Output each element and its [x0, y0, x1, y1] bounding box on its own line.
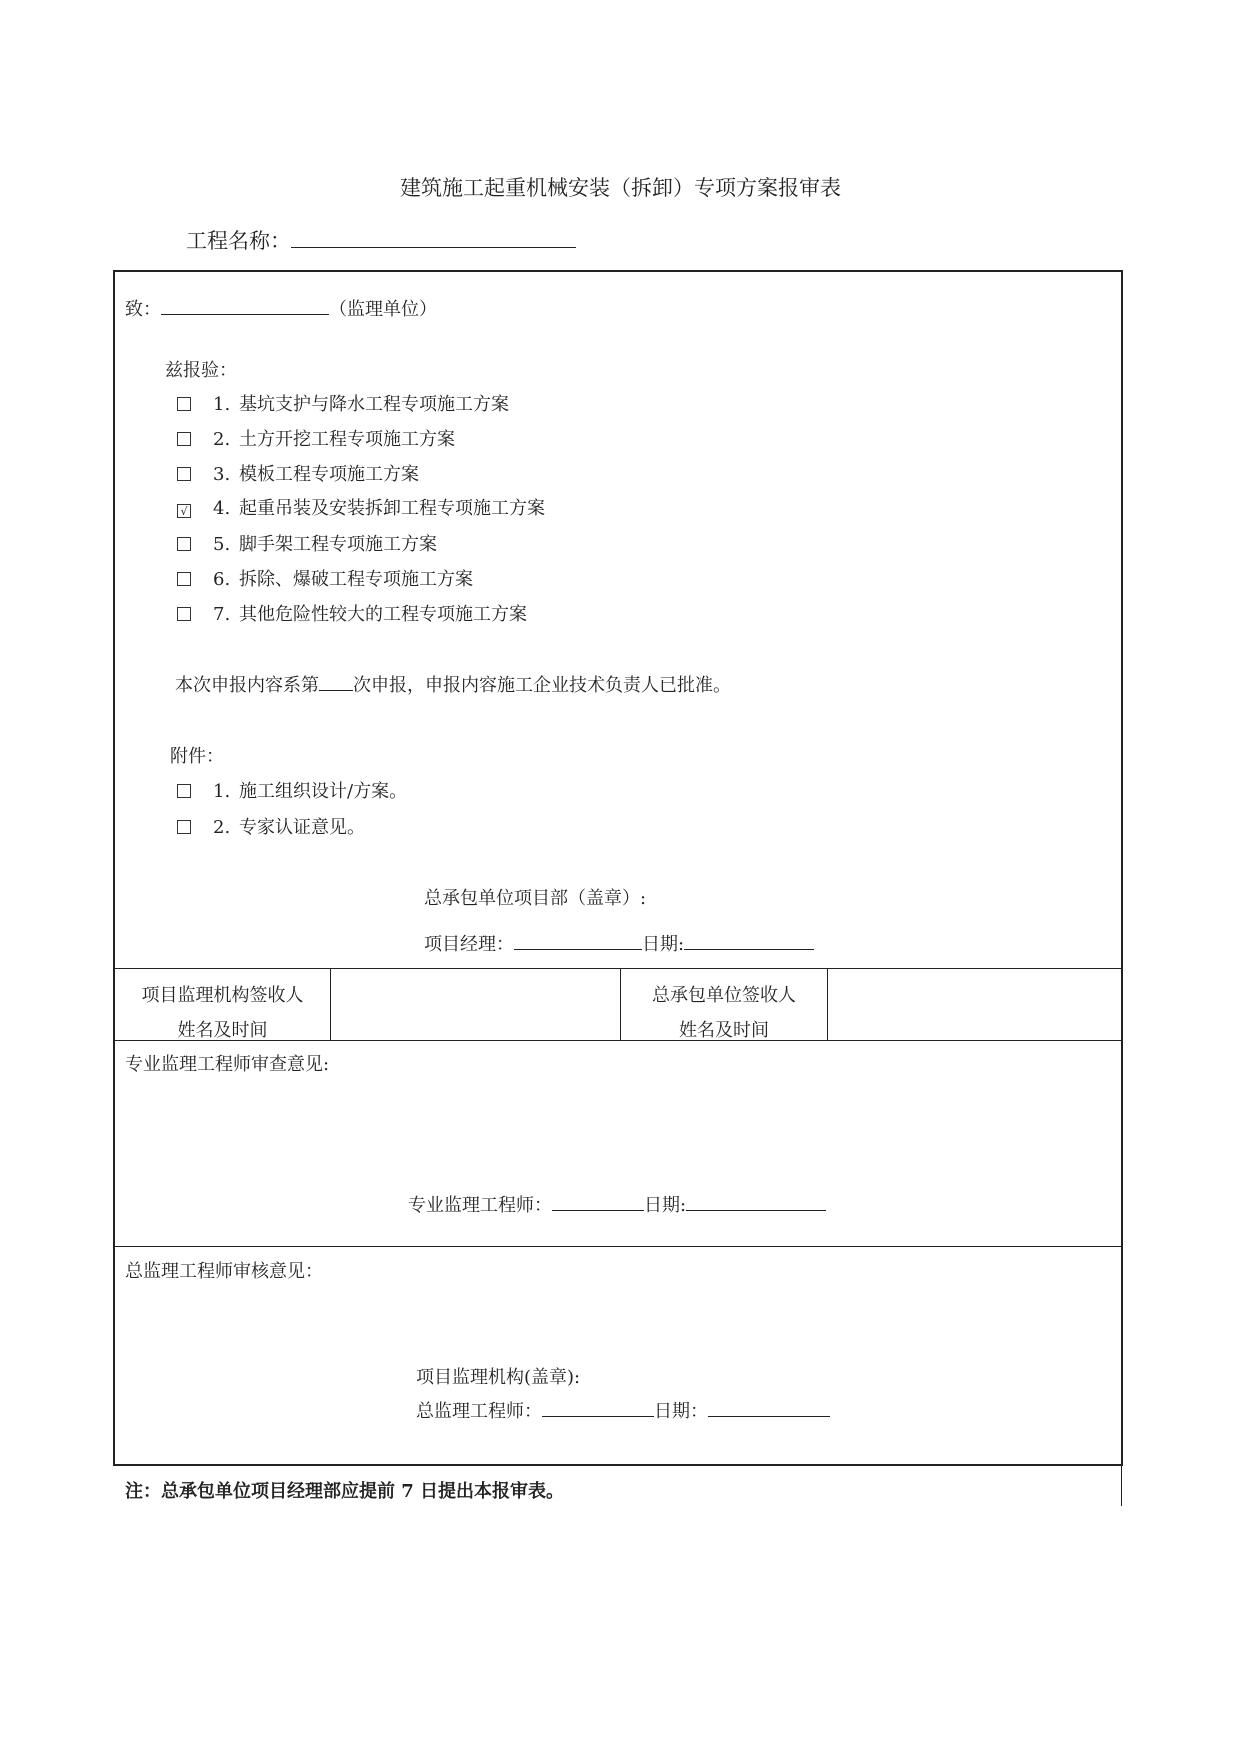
- specialist-date-field[interactable]: [686, 1193, 826, 1211]
- divider: [113, 1040, 1123, 1041]
- contractor-sign-label: [621, 978, 827, 1048]
- option-item: [177, 494, 545, 520]
- specialist-opinion-field[interactable]: [125, 1080, 1115, 1180]
- supervision-sign-label-line2: 姓名及时间: [177, 1020, 268, 1041]
- supervision-org-label: 项目监理机构(盖章):: [416, 1367, 581, 1388]
- option-number: 1.: [213, 394, 231, 415]
- option-number: 3.: [213, 464, 231, 485]
- checkbox[interactable]: [177, 432, 191, 446]
- specialist-opinion-label: 专业监理工程师审查意见:: [125, 1054, 330, 1075]
- supervision-sign-label-line1: 项目监理机构签收人: [141, 985, 304, 1006]
- date-label: 日期：: [654, 1401, 708, 1422]
- option-number: 5.: [213, 534, 231, 555]
- pm-date-field[interactable]: [684, 932, 814, 950]
- checkbox[interactable]: [177, 607, 191, 621]
- specialist-signature-field[interactable]: [552, 1193, 644, 1211]
- chief-engineer-row: [416, 1397, 830, 1423]
- project-name-row: [186, 225, 576, 255]
- option-number: 7.: [213, 604, 231, 625]
- option-label: 基坑支护与降水工程专项施工方案: [239, 394, 509, 415]
- pm-label: 项目经理：: [424, 934, 514, 955]
- divider: [113, 968, 1123, 969]
- project-name-label: 工程名称：: [186, 229, 291, 253]
- option-label: 脚手架工程专项施工方案: [239, 534, 437, 555]
- checkbox-checked[interactable]: √: [177, 504, 191, 518]
- pm-row: [424, 930, 814, 956]
- option-number: 4.: [213, 498, 231, 519]
- option-item: [177, 390, 509, 416]
- checkbox[interactable]: [177, 572, 191, 586]
- checkbox[interactable]: [177, 467, 191, 481]
- project-name-field[interactable]: [291, 227, 576, 248]
- option-item: [177, 530, 437, 556]
- submit-heading: 兹报验：: [165, 360, 237, 381]
- contractor-sign-label-line1: 总承包单位签收人: [652, 985, 796, 1006]
- option-label: 起重吊装及安装拆卸工程专项施工方案: [239, 498, 545, 519]
- date-label: 日期:: [644, 1195, 687, 1216]
- checkbox[interactable]: [177, 784, 191, 798]
- attachment-label: 专家认证意见。: [239, 817, 365, 838]
- checkbox[interactable]: [177, 820, 191, 834]
- supervision-sign-label: [115, 978, 330, 1048]
- declaration-prefix: 本次申报内容系第: [175, 675, 319, 696]
- attachment-number: 2.: [213, 817, 231, 838]
- footer-note: 注：总承包单位项目经理部应提前 7 日提出本报审表。: [125, 1481, 565, 1502]
- option-item: [177, 460, 419, 486]
- date-label: 日期:: [642, 934, 685, 955]
- option-label: 土方开挖工程专项施工方案: [239, 429, 455, 450]
- attachment-item: [177, 813, 365, 839]
- pm-signature-field[interactable]: [514, 932, 642, 950]
- cell-divider: [330, 968, 331, 1040]
- supervision-unit-field[interactable]: [161, 297, 329, 315]
- option-number: 2.: [213, 429, 231, 450]
- chief-opinion-label: 总监理工程师审核意见：: [125, 1261, 323, 1282]
- attachments-heading: 附件：: [170, 746, 224, 767]
- chief-date-field[interactable]: [708, 1399, 830, 1417]
- chief-engineer-label: 总监理工程师：: [416, 1401, 542, 1422]
- divider: [113, 1246, 1123, 1247]
- chief-opinion-field[interactable]: [125, 1287, 1115, 1367]
- checkbox[interactable]: [177, 397, 191, 411]
- option-label: 模板工程专项施工方案: [239, 464, 419, 485]
- form-title: 建筑施工起重机械安装（拆卸）专项方案报审表: [400, 176, 841, 200]
- option-item: [177, 425, 455, 451]
- to-label: 致：: [125, 299, 161, 320]
- contractor-dept-label: 总承包单位项目部（盖章）:: [424, 888, 647, 909]
- attachment-label: 施工组织设计/方案。: [239, 781, 408, 802]
- supervision-sign-field[interactable]: [332, 970, 619, 1038]
- specialist-engineer-row: [408, 1191, 826, 1217]
- submission-count-field[interactable]: [319, 673, 353, 691]
- declaration-row: [175, 671, 731, 697]
- option-item: [177, 565, 473, 591]
- option-label: 其他危险性较大的工程专项施工方案: [239, 604, 527, 625]
- option-number: 6.: [213, 569, 231, 590]
- checkbox[interactable]: [177, 537, 191, 551]
- contractor-sign-field[interactable]: [829, 970, 1121, 1038]
- to-suffix: （监理单位）: [329, 299, 437, 320]
- frame-tail-line: [1121, 1464, 1122, 1506]
- declaration-suffix: 次申报，申报内容施工企业技术负责人已批准。: [353, 675, 731, 696]
- cell-divider: [827, 968, 828, 1040]
- chief-signature-field[interactable]: [542, 1399, 654, 1417]
- attachment-number: 1.: [213, 781, 231, 802]
- option-item: [177, 600, 527, 626]
- contractor-sign-label-line2: 姓名及时间: [679, 1020, 769, 1041]
- to-row: [125, 295, 437, 321]
- option-label: 拆除、爆破工程专项施工方案: [239, 569, 473, 590]
- attachment-item: [177, 777, 407, 803]
- specialist-engineer-label: 专业监理工程师：: [408, 1195, 552, 1216]
